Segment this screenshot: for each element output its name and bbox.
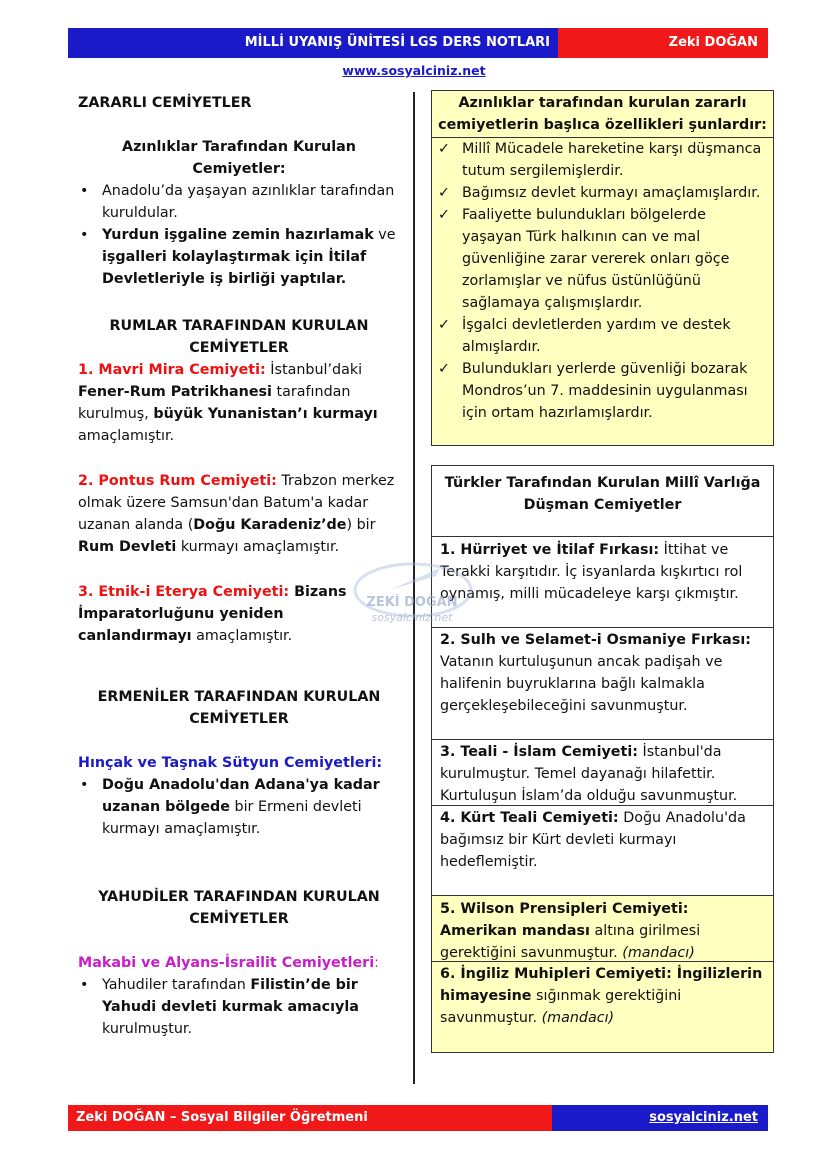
- table-row: 3. Teali - İslam Cemiyeti: İstanbul'da kurulmuştur. Temel dayanağı hilafettir. Kurtuluşun İslam’da olduğu savunmuştur.: [431, 739, 774, 806]
- makabi-list: [78, 974, 400, 1040]
- mavri-mira-paragraph: 1. Mavri Mira Cemiyeti: İstanbul’daki Fener-Rum Patrikhanesi tarafından kurulmuş, büyük Yunanistan’ı kurmayı amaçlamıştır.: [78, 362, 378, 444]
- section-title: ZARARLI CEMİYETLER: [78, 95, 252, 111]
- features-title: Azınlıklar tarafından kurulan zararlı cemiyetlerin başlıca özellikleri şunlardır:: [432, 91, 773, 138]
- header-author: Zeki DOĞAN: [668, 35, 758, 50]
- minorities-list: [78, 180, 400, 290]
- watermark-site: sosyalciniz.net: [371, 611, 453, 624]
- armenians-title: ERMENİLER TARAFINDAN KURULAN CEMİYETLER: [97, 689, 381, 727]
- jews-title: YAHUDİLER TARAFINDAN KURULAN CEMİYETLER: [98, 889, 380, 927]
- features-item: ✓ Millî Mücadele hareketine karşı düşmanca tutum sergilemişlerdir.: [432, 138, 769, 182]
- watermark-name: ZEKİ DOĞAN: [366, 595, 458, 610]
- list-item: • Yahudiler tarafından Filistin’de bir Yahudi devleti kurmak amacıyla kurulmuştur.: [78, 974, 400, 1040]
- features-item: ✓ Bağımsız devlet kurmayı amaçlamışlardır.: [432, 182, 769, 204]
- hincak-list: [78, 774, 400, 840]
- hincak-title: Hınçak ve Taşnak Sütyun Cemiyetleri:: [78, 755, 383, 771]
- makabi-title: Makabi ve Alyans-İsrailit Cemiyetleri:: [78, 955, 379, 971]
- features-item: ✓ İşgalci devletlerden yardım ve destek almışlardır.: [432, 314, 769, 358]
- header-title: MİLLİ UYANIŞ ÜNİTESİ LGS DERS NOTLARI: [244, 35, 550, 50]
- features-item: ✓ Bulundukları yerlerde güvenliği bozarak Mondros’un 7. maddesinin uygulanması için ortam hazırlamışlardır.: [432, 358, 769, 424]
- table-row: 4. Kürt Teali Cemiyeti: Doğu Anadolu'da bağımsız bir Kürt devleti kurmayı hedeflemiştir.: [431, 805, 774, 896]
- list-item: • Yurdun işgaline zemin hazırlamak ve işgalleri kolaylaştırmak için İtilaf Devletleriyle iş birliği yaptılar.: [78, 224, 400, 290]
- table-row: 6. İngiliz Muhipleri Cemiyeti: İngilizlerin himayesine sığınmak gerektiğini savunmuştur. (mandacı): [431, 961, 774, 1053]
- greeks-title: RUMLAR TARAFINDAN KURULAN CEMİYETLER: [109, 318, 369, 356]
- table-row: 2. Sulh ve Selamet-i Osmaniye Fırkası: Vatanın kurtuluşunun ancak padişah ve halifenin buyruklarına bağlı kalmakla gerçekleşebileceğini savunmuştur.: [431, 627, 774, 740]
- list-item: • Doğu Anadolu'dan Adana'ya kadar uzanan bölgede bir Ermeni devleti kurmayı amaçlamıştır.: [78, 774, 400, 840]
- footer-author: Zeki DOĞAN – Sosyal Bilgiler Öğretmeni: [76, 1110, 368, 1125]
- site-link[interactable]: www.sosyalciniz.net: [342, 63, 486, 78]
- features-box: [431, 90, 774, 446]
- minorities-title: Azınlıklar Tarafından Kurulan Cemiyetler:: [122, 139, 356, 177]
- table-row: 5. Wilson Prensipleri Cemiyeti: Amerikan mandası altına girilmesi gerektiğini savunmuştur. (mandacı): [431, 895, 774, 962]
- pontus-paragraph: 2. Pontus Rum Cemiyeti: Trabzon merkez olmak üzere Samsun'dan Batum'a kadar uzanan alanda (Doğu Karadeniz’de) bir Rum Devleti kurmayı amaçlamıştır.: [78, 473, 395, 555]
- list-item: • Anadolu’da yaşayan azınlıklar tarafından kuruldular.: [78, 180, 400, 224]
- features-item: ✓ Faaliyette bulundukları bölgelerde yaşayan Türk halkının can ve mal güvenliğine zarar vererek onları göçe zorlamışlar ve nüfus üstünlüğünü sağlamaya çalışmışlardır.: [432, 204, 769, 314]
- turks-table-title: Türkler Tarafından Kurulan Millî Varlığa Düşman Cemiyetler: [431, 465, 774, 537]
- etnik-eterya-paragraph: 3. Etnik-i Eterya Cemiyeti: Bizans İmparatorluğunu yeniden canlandırmayı amaçlamıştır.: [78, 584, 347, 644]
- features-list: [432, 138, 773, 424]
- footer-site-link[interactable]: sosyalciniz.net: [649, 1110, 758, 1125]
- table-row: 1. Hürriyet ve İtilaf Fırkası: İttihat ve Terakki karşıtıdır. İç isyanlarda kışkırtıcı rol oynamış, milli mücadeleye karşı çıkmıştır.: [431, 536, 774, 628]
